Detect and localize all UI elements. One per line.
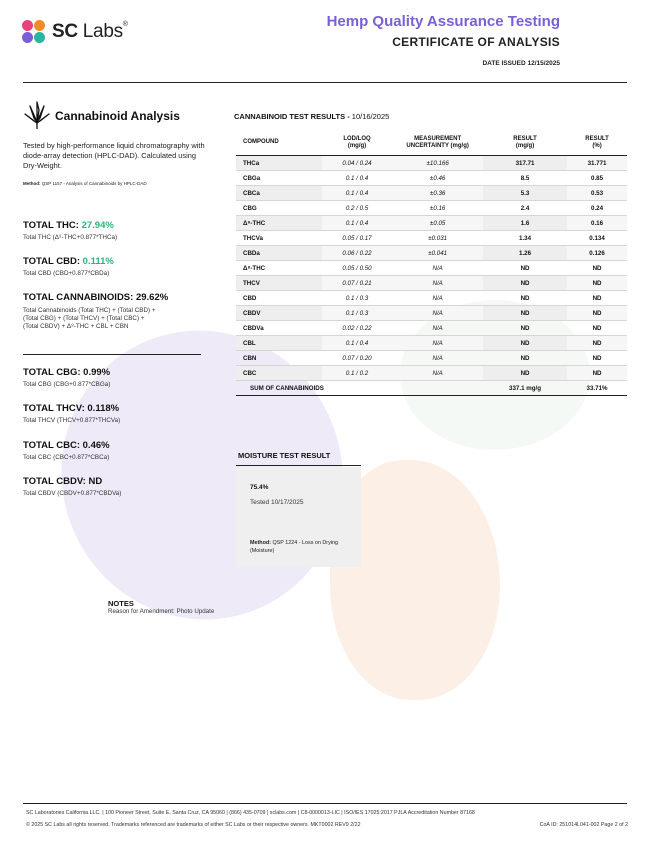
header-result-mg: RESULT (mg/g) (483, 131, 567, 156)
sc-labs-logo (22, 20, 128, 44)
sum-cell: SUM OF CANNABINOIDS (236, 381, 483, 396)
table-cell: ND (483, 306, 567, 321)
table-cell: 0.1 / 0.3 (322, 306, 393, 321)
header-result-pct: RESULT (%) (567, 131, 627, 156)
report-subtitle: CERTIFICATE OF ANALYSIS (392, 35, 560, 49)
header-divider (23, 82, 627, 83)
table-row (236, 156, 627, 171)
table-cell: ND (567, 366, 627, 381)
total-cbc: TOTAL CBC: 0.46% Total CBC (CBC+0.877*CBCa) (23, 440, 110, 461)
table-cell: N/A (392, 351, 483, 366)
table-cell: ND (483, 276, 567, 291)
table-cell: 5.3 (483, 186, 567, 201)
table-row (236, 351, 627, 366)
table-cell: N/A (392, 321, 483, 336)
table-cell: 2.4 (483, 201, 567, 216)
results-title: CANNABINOID TEST RESULTS - 10/16/2025 (234, 112, 390, 121)
table-row (236, 246, 627, 261)
table-cell: ND (483, 321, 567, 336)
table-cell: 0.53 (567, 186, 627, 201)
table-cell: 0.1 / 0.4 (322, 186, 393, 201)
table-cell: CBDa (236, 246, 322, 261)
table-cell: 0.134 (567, 231, 627, 246)
table-cell: CBN (236, 351, 322, 366)
footer-address: SC Laboratories California LLC. | 100 Pioneer Street, Suite E, Santa Cruz, CA 95060 | (866) 435-0709 | sclabs.com | C8-0000013-LIC | ISO/IES 17025:2017 PJLA Accreditation Number 87168 (26, 810, 475, 816)
table-cell: CBGa (236, 171, 322, 186)
moisture-value: 75.4% (250, 484, 269, 491)
table-cell: CBG (236, 201, 322, 216)
table-cell: 0.07 / 0.21 (322, 276, 393, 291)
cannabinoid-method: Method: QSP 1157 - Analysis of Cannabinoids by HPLC-DAD (23, 181, 147, 186)
table-cell: 317.71 (483, 156, 567, 171)
table-cell: THCVa (236, 231, 322, 246)
moisture-method: Method: QSP 1224 - Loss on Drying (Moisture) (250, 540, 338, 554)
table-cell: CBDV (236, 306, 322, 321)
header-uncertainty: MEASUREMENT UNCERTAINTY (mg/g) (392, 131, 483, 156)
table-row (236, 291, 627, 306)
table-cell: ND (483, 261, 567, 276)
sum-row (236, 381, 627, 396)
table-row (236, 171, 627, 186)
table-cell: ND (483, 366, 567, 381)
table-row (236, 201, 627, 216)
table-cell: 0.1 / 0.4 (322, 171, 393, 186)
sum-cell: 337.1 mg/g (483, 381, 567, 396)
sc-labs-dots-logo-icon (22, 20, 46, 44)
footer-coa-id: CoA ID: 251014L041-002 Page 2 of 2 (539, 822, 628, 828)
cannabinoid-results-table (236, 131, 627, 396)
table-cell: 0.24 (567, 201, 627, 216)
header-compound: COMPOUND (236, 131, 322, 156)
footer-divider (23, 803, 627, 804)
moisture-divider (236, 465, 361, 466)
table-cell: THCV (236, 276, 322, 291)
table-cell: 1.26 (483, 246, 567, 261)
table-cell: 0.2 / 0.5 (322, 201, 393, 216)
table-cell: ±0.05 (392, 216, 483, 231)
table-cell: CBDVa (236, 321, 322, 336)
table-cell: ND (567, 261, 627, 276)
table-cell: ±0.46 (392, 171, 483, 186)
table-cell: 1.6 (483, 216, 567, 231)
table-cell: N/A (392, 306, 483, 321)
table-cell: N/A (392, 276, 483, 291)
table-cell: N/A (392, 291, 483, 306)
table-cell: 31.771 (567, 156, 627, 171)
table-cell: N/A (392, 336, 483, 351)
table-cell: ND (567, 336, 627, 351)
cannabinoid-analysis-description: Tested by high-performance liquid chromatography with diode-array detection (HPLC-DAD). Calculated using Dry-Weight. (23, 141, 205, 170)
table-cell: 0.06 / 0.22 (322, 246, 393, 261)
table-row (236, 336, 627, 351)
table-cell: 0.1 / 0.4 (322, 216, 393, 231)
notes-body: Reason for Amendment: Photo Update (108, 608, 215, 615)
table-row (236, 276, 627, 291)
table-cell: 8.5 (483, 171, 567, 186)
table-row (236, 231, 627, 246)
table-cell: ND (483, 291, 567, 306)
table-cell: ±0.031 (392, 231, 483, 246)
table-cell: 0.05 / 0.50 (322, 261, 393, 276)
table-cell: 0.1 / 0.4 (322, 336, 393, 351)
table-row (236, 261, 627, 276)
total-cbdv: TOTAL CBDV: ND Total CBDV (CBDV+0.877*CBDVa) (23, 476, 122, 497)
total-cbg: TOTAL CBG: 0.99% Total CBG (CBG+0.877*CBGa) (23, 367, 111, 388)
table-cell: 0.1 / 0.2 (322, 366, 393, 381)
table-cell: N/A (392, 366, 483, 381)
table-cell: CBL (236, 336, 322, 351)
notes-title: NOTES (108, 599, 134, 608)
table-cell: ±0.16 (392, 201, 483, 216)
footer-copyright: © 2025 SC Labs all rights reserved. Trademarks referenced are trademarks of either SC Labs or their respective owners. MKT0002 REV9 2/22 (26, 822, 361, 828)
cannabinoid-analysis-title: Cannabinoid Analysis (55, 109, 180, 123)
table-cell: ±0.36 (392, 186, 483, 201)
report-title: Hemp Quality Assurance Testing (326, 13, 560, 30)
date-issued: DATE ISSUED 12/15/2025 (482, 60, 560, 67)
total-thcv: TOTAL THCV: 0.118% Total THCV (THCV+0.877*THCVa) (23, 403, 121, 424)
table-cell: CBC (236, 366, 322, 381)
table-header-row (236, 131, 627, 156)
table-cell: 0.1 / 0.3 (322, 291, 393, 306)
table-cell: 0.04 / 0.24 (322, 156, 393, 171)
table-cell: 0.126 (567, 246, 627, 261)
table-row (236, 186, 627, 201)
header-lod-loq: LOD/LOQ (mg/g) (322, 131, 393, 156)
table-cell: 0.05 / 0.17 (322, 231, 393, 246)
table-cell: ND (567, 291, 627, 306)
cannabis-leaf-icon (24, 100, 50, 130)
table-cell: THCa (236, 156, 322, 171)
table-row (236, 321, 627, 336)
table-cell: 0.16 (567, 216, 627, 231)
table-cell: ND (567, 351, 627, 366)
table-cell: ND (483, 336, 567, 351)
table-row (236, 306, 627, 321)
total-cannabinoids: TOTAL CANNABINOIDS: 29.62% Total Cannabinoids (Total THC) + (Total CBD) + (Total CBG) + (Total THCV) + (Total CBC) + (Total CBDV) + Δ⁸-THC + CBL + CBN (23, 292, 169, 330)
table-cell: CBD (236, 291, 322, 306)
table-cell: Δ⁸-THC (236, 261, 322, 276)
table-cell: 0.85 (567, 171, 627, 186)
table-cell: 1.34 (483, 231, 567, 246)
total-thc: TOTAL THC: 27.94% Total THC (Δ⁹-THC+0.877*THCa) (23, 220, 118, 241)
brand-name: SC Labs® (52, 21, 128, 42)
sum-cell: 33.71% (567, 381, 627, 396)
table-cell: ND (483, 351, 567, 366)
table-cell: CBCa (236, 186, 322, 201)
table-cell: N/A (392, 261, 483, 276)
table-cell: Δ⁹-THC (236, 216, 322, 231)
table-cell: ±0.041 (392, 246, 483, 261)
moisture-tested-date: Tested 10/17/2025 (250, 499, 304, 506)
table-cell: 0.02 / 0.22 (322, 321, 393, 336)
table-cell: ND (567, 306, 627, 321)
table-row (236, 216, 627, 231)
table-cell: ND (567, 276, 627, 291)
table-cell: 0.07 / 0.20 (322, 351, 393, 366)
table-cell: ND (567, 321, 627, 336)
total-cbd: TOTAL CBD: 0.111% Total CBD (CBD+0.877*CBDa) (23, 256, 114, 277)
table-cell: ±10.166 (392, 156, 483, 171)
table-row (236, 366, 627, 381)
moisture-title: MOISTURE TEST RESULT (238, 451, 331, 460)
left-divider (23, 354, 201, 355)
